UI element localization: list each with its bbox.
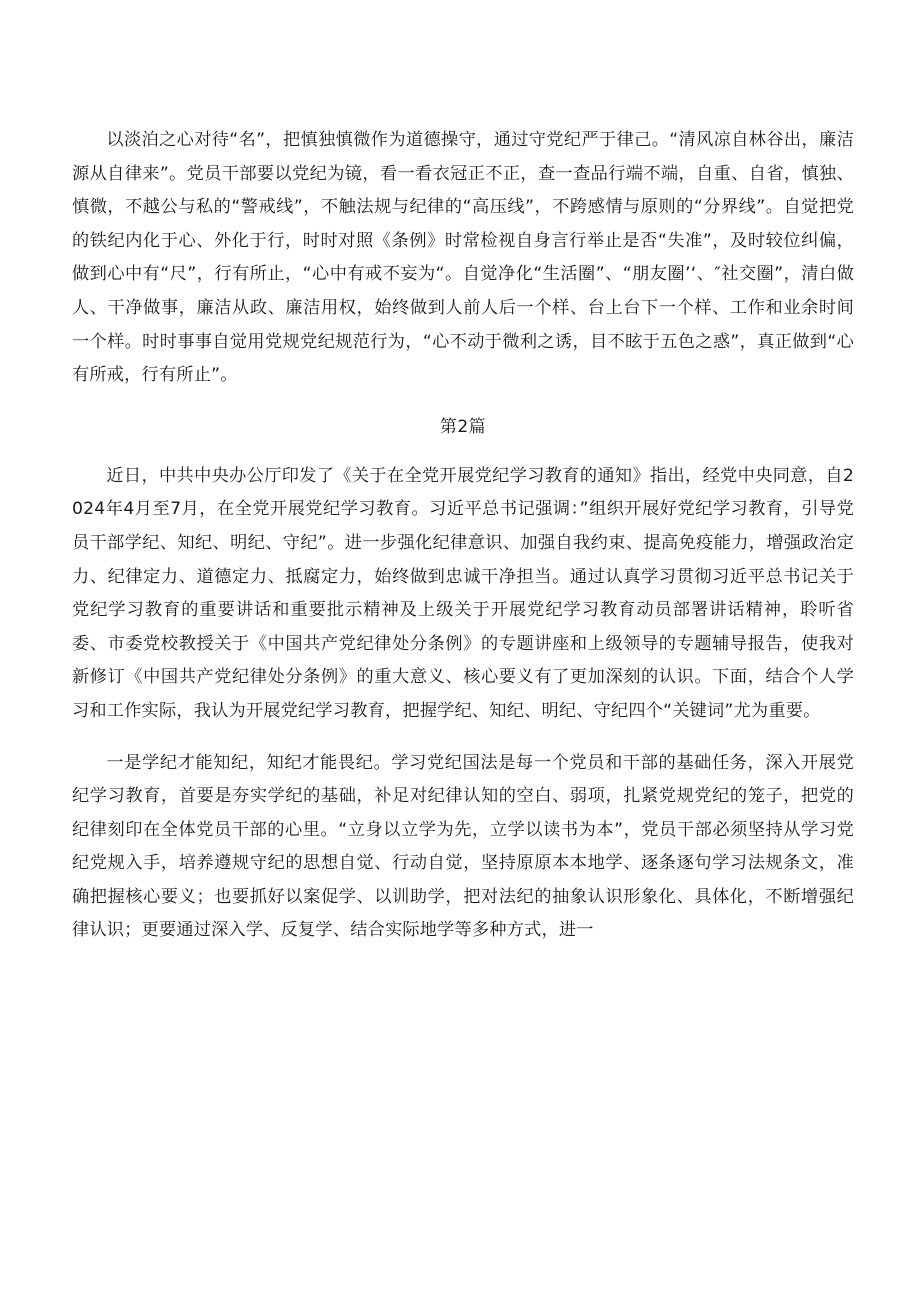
paragraph-1: 以淡泊之心对待“名”，把慎独慎微作为道德操守，通过守党纪严于律己。“清风凉自林谷出，廉洁源从自律来”。党员干部要以党纪为镜，看一看衣冠正不正，查一查品行端不端，自重、自省，慎独、慎微，不越公与私的“警戒线”，不触法规与纪律的“高压线”，不跨感情与原则的“分界线”。自觉把党的铁纪内化于心、外化于行，时时对照《条例》时常检视自身言行举止是否“失准”，及时较位纠偏，做到心中有“尺”，行有所止，“心中有戒不妄为“。自觉净化“生活圈”、“朋友圈’‘、″社交圈”，清白做人、干净做事，廉洁从政、廉洁用权，始终做到人前人后一个样、台上台下一个样、工作和业余时间一个样。时时事事自觉用党规党纪规范行为，“心不动于微利之诱，目不眩于五色之惑”，真正做到“心有所戒，行有所止”。 <box>72 130 854 386</box>
document-body <box>72 124 854 948</box>
section-heading: 第2篇 <box>439 416 487 437</box>
paragraph-2: 近日，中共中央办公厅印发了《关于在全党开展党纪学习教育的通知》指出，经党中央同意，自2024年4月至7月，在全党开展党纪学习教育。习近平总书记强调：”组织开展好党纪学习教育，引导党员干部学纪、知纪、明纪、守纪”。进一步强化纪律意识、加强自我约束、提高免疫能力，增强政治定力、纪律定力、道德定力、抵腐定力，始终做到忠诚干净担当。通过认真学习贯彻习近平总书记关于党纪学习教育的重要讲话和重要批示精神及上级关于开展党纪学习教育动员部署讲话精神，聆听省委、市委党校教授关于《中国共产党纪律处分条例》的专题讲座和上级领导的专题辅导报告，使我对新修订《中国共产党纪律处分条例》的重大意义、核心要义有了更加深刻的认识。下面，结合个人学习和工作实际，我认为开展党纪学习教育，把握学纪、知纪、明纪、守纪四个“关键词”尤为重要。 <box>72 465 854 721</box>
paragraph-3: 一是学纪才能知纪，知纪才能畏纪。学习党纪国法是每一个党员和干部的基础任务，深入开展党纪学习教育，首要是夯实学纪的基础，补足对纪律认知的空白、弱项，扎紧党规党纪的笼子，把党的纪律刻印在全体党员干部的心里。“立身以立学为先，立学以读书为本”，党员干部必须坚持从学习党纪党规入手，培养遵规守纪的思想自觉、行动自觉，坚持原原本本地学、逐条逐句学习法规条文，准确把握核心要义；也要抓好以案促学、以训助学，把对法纪的抽象认识形象化、具体化，不断增强纪律认识；更要通过深入学、反复学、结合实际地学等多种方式，进一 <box>72 752 854 941</box>
